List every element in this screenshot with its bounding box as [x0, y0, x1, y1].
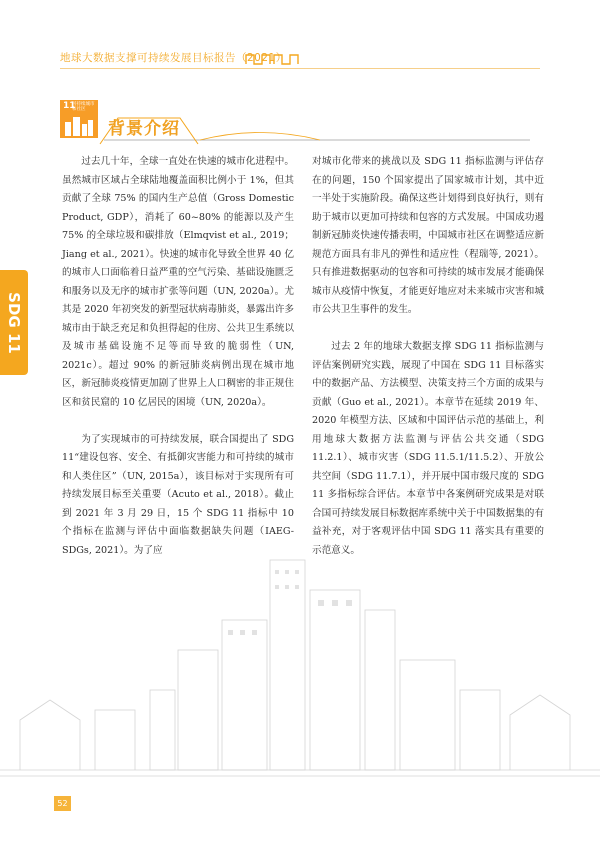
city-buildings-icon	[64, 114, 94, 136]
paragraph: 过去 2 年的地球大数据支撑 SDG 11 指标监测与评估案例研究实践，展现了中国在 SDG 11 目标落实中的数据产品、方法模型、决策支持三个方面的成果与贡献（Guo et al., 2021）。本章节在延续 2019 年、2020 年模型方法、区域和中国评估示范的基础上，利用地球大数据方法监测与评估公共交通（SDG 11.2.1）、城市灾害（SDG 11.5.1/11.5.2）、开放公共空间（SDG 11.7.1），并开展中国市级尺度的 SDG 11 多指标综合评估。本章节中各案例研究成果是对联合国可持续发展目标数据库系统中关于中国数据集的有益补充，对于客观评估中国 SDG 11 落实具有重要的示范意义。	[312, 341, 544, 556]
paragraph: 为了实现城市的可持续发展，联合国提出了 SDG 11“建设包容、安全、有抵御灾害能力和可持续的城市和人类住区”（UN, 2015a），该目标对于实现所有可持续发展目标至关重要（Acuto et al., 2018）。截止到 2021 年 3 月 29 日，15 个 SDG 11 指标中 10 个指标在监测与评估中面临数据缺失问题（IAEG-SDGs, 2021）。为了应	[62, 433, 294, 556]
chapter-side-tab-label: SDG 11	[5, 291, 23, 354]
left-text-column	[62, 153, 294, 560]
city-skyline-illustration	[0, 540, 600, 780]
sdg-icon-text: 可持续城市和社区	[72, 102, 95, 112]
sdg-number: 11	[63, 101, 76, 111]
chapter-side-tab	[0, 270, 28, 375]
page-number: 52	[54, 796, 71, 811]
running-header: 地球大数据支撑可持续发展目标报告（2021）	[60, 52, 287, 64]
paragraph: 对城市化带来的挑战以及 SDG 11 指标监测与评估存在的问题，150 个国家提出了国家城市计划，其中近一半处于实施阶段。确保这些计划得到良好执行，则有助于城市以更加可持续和包容的方式发展。中国成功遏制新冠肺炎快速传播表明，中国城市社区在调整适应新规范方面具有非凡的弹性和适应性（程瑞等, 2021）。只有推进数据驱动的包容和可持续的城市发展才能确保城市从疫情中恢复，才能更好地应对未来城市灾害和城市公共卫生事件的发生。	[312, 156, 544, 315]
header-divider	[60, 68, 540, 69]
section-title: 背景介绍	[108, 119, 180, 139]
sdg11-icon	[60, 100, 98, 138]
header-deco-icon	[244, 52, 304, 66]
paragraph: 过去几十年，全球一直处在快速的城市化进程中。虽然城市区域占全球陆地覆盖面积比例小于 1%，但其贡献了全球 75% 的国内生产总值（Gross Domestic Product, GDP），消耗了 60~80% 的能源以及产生 75% 的全球垃圾和碳排放（Elmqvist et al., 2019；Jiang et al., 2021）。快速的城市化导致全世界 40 亿的城市人口面临着日益严重的空气污染、基础设施匮乏和服务以及无序的城市扩张等问题（UN, 2020a）。尤其是 2020 年初突发的新型冠状病毒肺炎，暴露出许多城市由于缺乏充足和负担得起的住房、公共卫生系统以及城市基础设施不足等而导致的脆弱性（UN, 2021c）。超过 90% 的新冠肺炎病例出现在城市地区，新冠肺炎疫情更加剧了世界上人口稠密的非正规住区和贫民窟的 10 亿居民的困境（UN, 2020a）。	[62, 156, 294, 408]
right-text-column	[312, 153, 544, 560]
